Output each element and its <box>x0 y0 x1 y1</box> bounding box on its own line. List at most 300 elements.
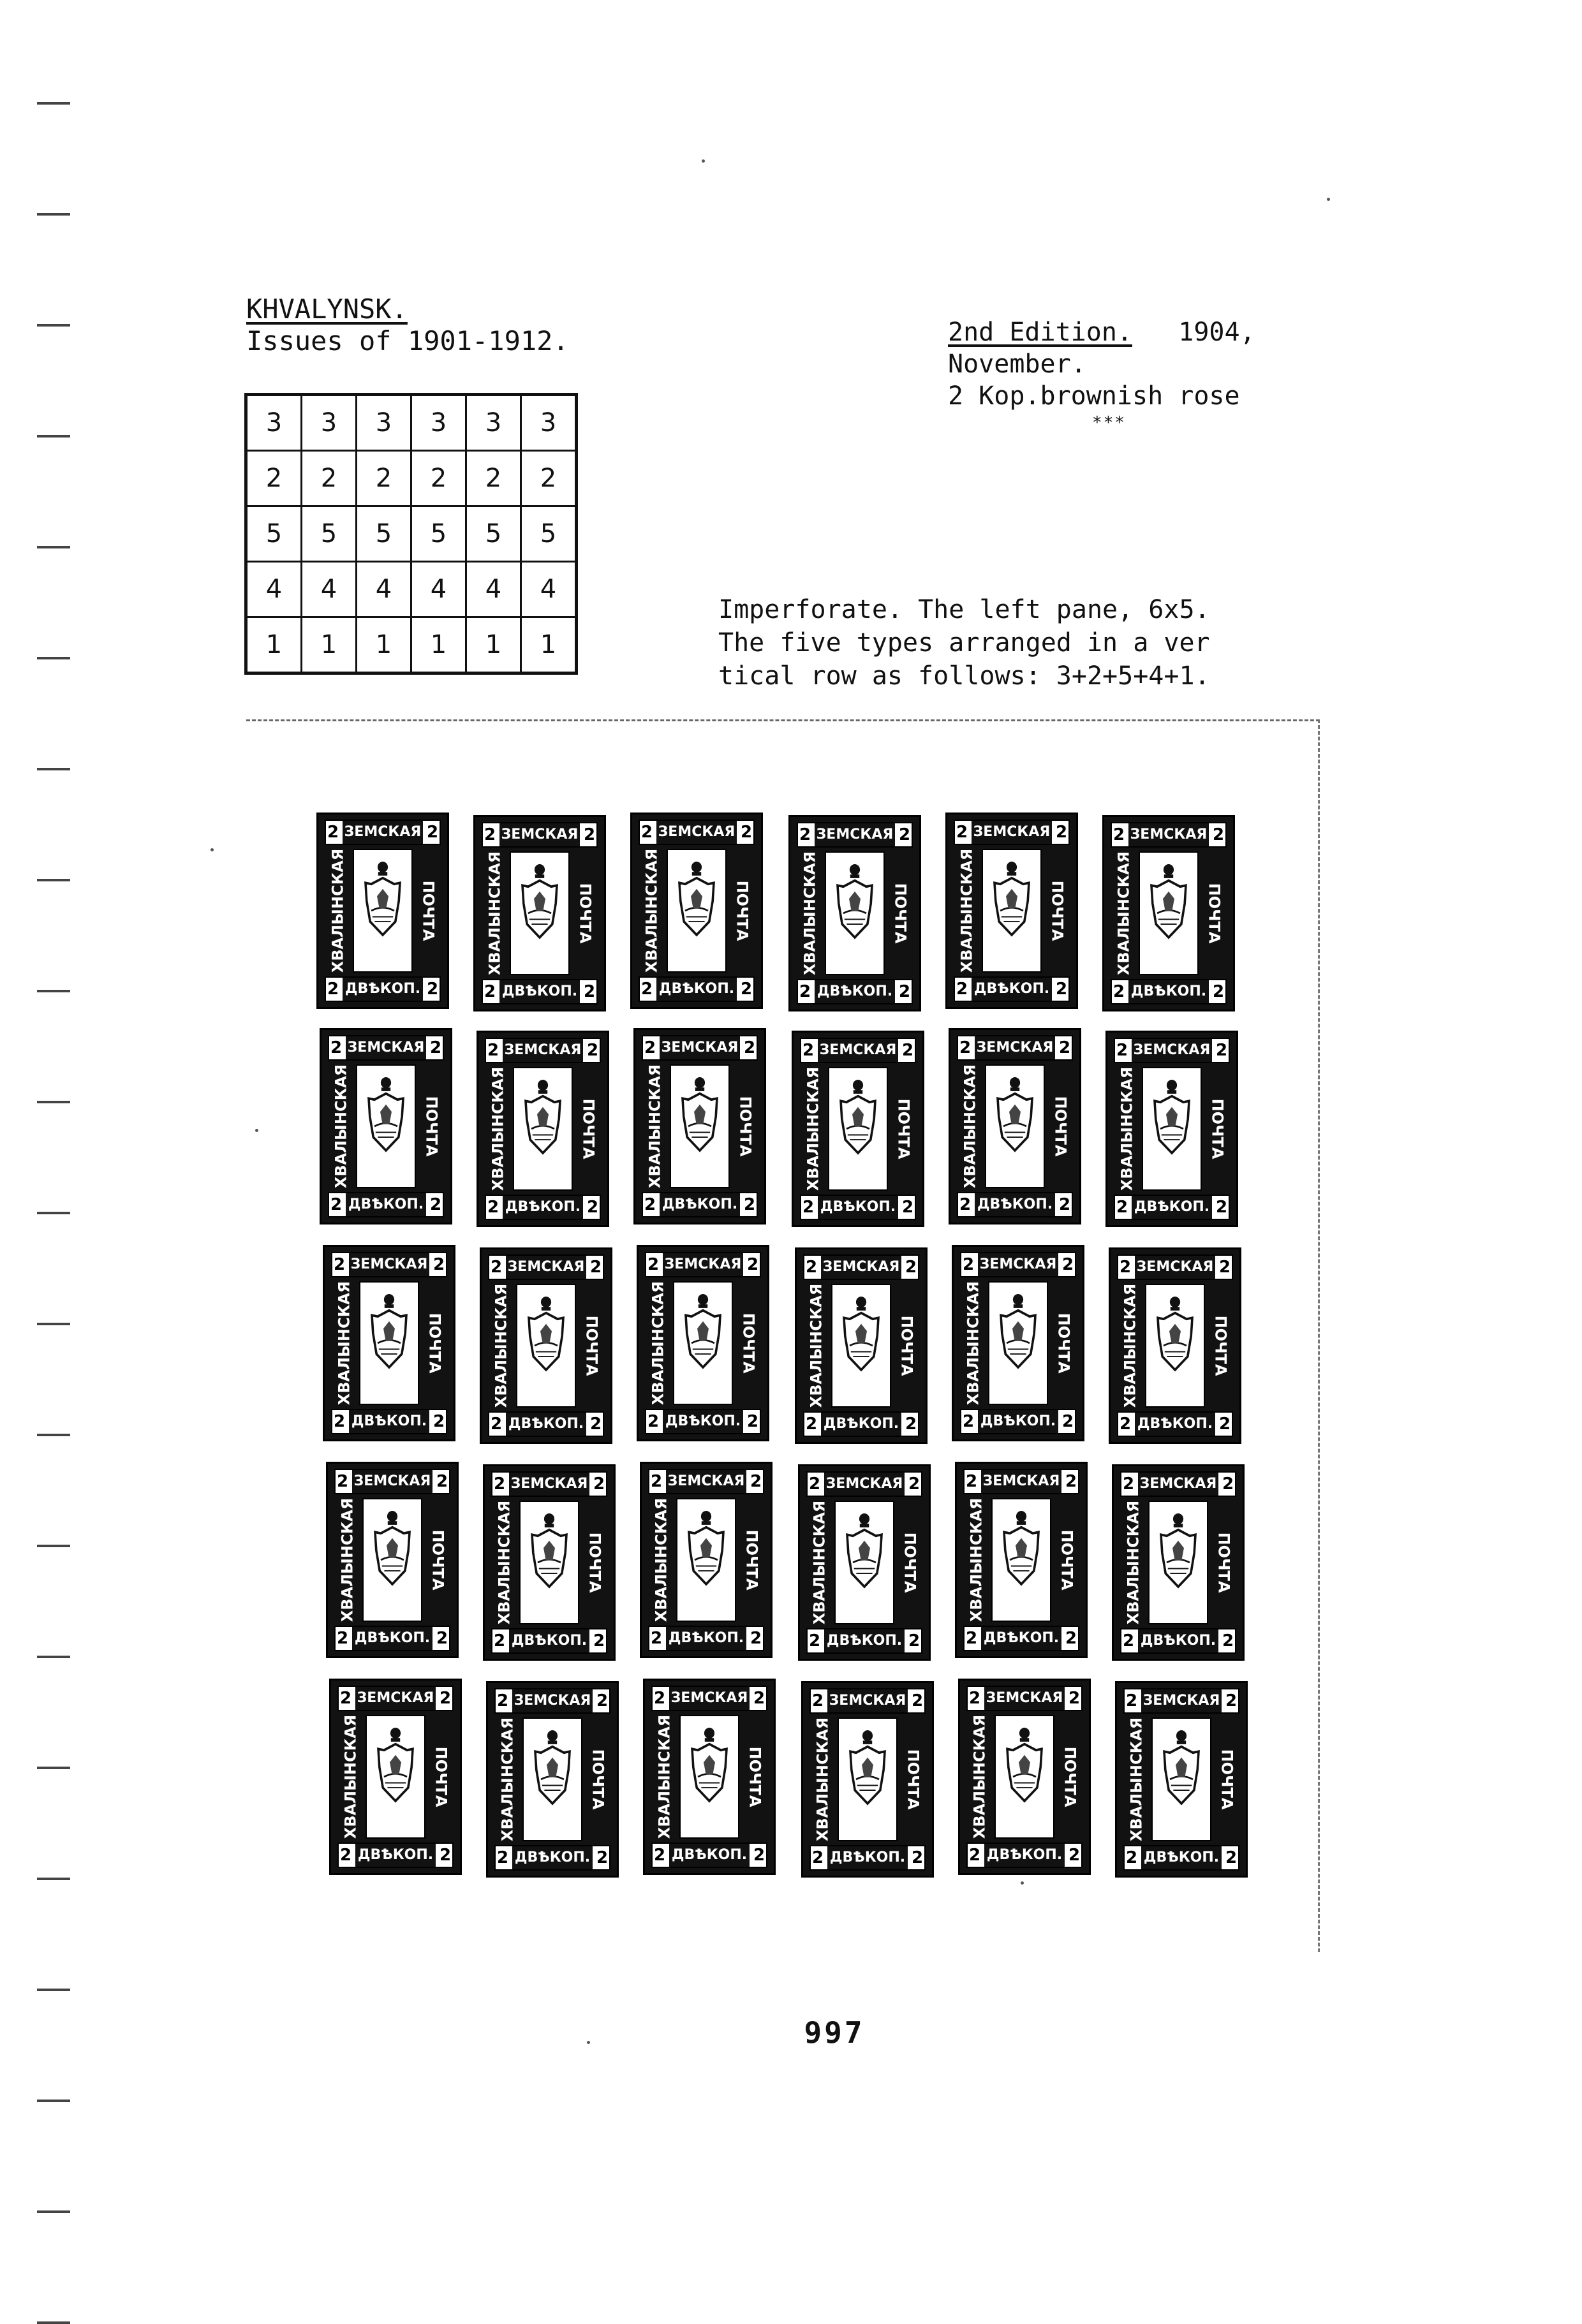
edition-label: 2nd Edition. <box>948 318 1132 347</box>
stamp-bottom-band <box>337 1842 454 1868</box>
stamp-corner-numeral: 2 <box>336 1472 349 1491</box>
coat-of-arms-icon <box>989 1283 1047 1404</box>
stamp-bottom-band <box>800 1195 916 1220</box>
stamp-left-text: ХВАЛЫНСКАЯ <box>332 1064 350 1188</box>
stamp-top-text: ЗЕМСКАЯ <box>824 1473 905 1496</box>
type-grid-cell: 2 <box>521 451 577 506</box>
coat-of-arms-icon <box>829 1068 887 1189</box>
stamp-center <box>667 849 727 973</box>
stamp-corner-numeral: 2 <box>586 1198 599 1217</box>
stamp-center <box>362 1498 422 1622</box>
stamp-right-text: ПОЧТА <box>1058 1529 1076 1591</box>
stamp-left-text: ХВАЛЫНСКАЯ <box>646 1064 664 1188</box>
stamp-corner-numeral: 2 <box>429 1038 442 1057</box>
stamp <box>1115 1681 1248 1878</box>
stamp-center <box>356 1064 416 1188</box>
stamp-corner-numeral: 2 <box>426 823 439 842</box>
stamp-corner-numeral: 2 <box>965 1629 978 1648</box>
stamp-center <box>831 1284 891 1408</box>
stamp-corner-numeral: 2 <box>1055 823 1068 842</box>
stamp-right-side <box>579 1284 604 1408</box>
stamp-top-band <box>957 1035 1073 1061</box>
stamp-corner-numeral: 2 <box>644 1038 656 1057</box>
stamp-left-text: ХВАЛЫНСКАЯ <box>1127 1717 1146 1841</box>
stamp-right-side <box>887 851 913 975</box>
stamp-right-side <box>575 1067 601 1191</box>
stamp-right-side <box>1214 1717 1239 1841</box>
stamp-left-text: ХВАЛЫНСКАЯ <box>810 1501 829 1624</box>
place-title: KHVALYNSK. <box>246 293 408 325</box>
stamp-center <box>994 1715 1054 1839</box>
stamp-corner-numeral: 2 <box>640 823 653 842</box>
stamp-corner-numeral: 2 <box>583 982 596 1001</box>
stamp-center <box>1145 1284 1205 1408</box>
type-grid-row <box>246 562 577 617</box>
coat-of-arms-icon <box>1143 1068 1201 1189</box>
margin-mark <box>37 879 70 881</box>
stamp-left-side <box>1114 1067 1139 1191</box>
stamp-top-band <box>328 1035 444 1061</box>
stamp-corner-numeral: 2 <box>746 1412 759 1431</box>
stamp-left-side <box>1123 1717 1149 1841</box>
stamp-top-band <box>797 822 913 848</box>
stamp-corner-numeral: 2 <box>650 1629 663 1648</box>
margin-mark <box>37 1101 70 1103</box>
type-grid-cell: 5 <box>357 506 411 562</box>
stamp-bottom-text: ДВѢКОП. <box>1135 1413 1215 1436</box>
stamp-bottom-text: ДВѢКОП. <box>346 1193 426 1216</box>
stamp-corner-numeral: 2 <box>908 1475 920 1494</box>
stamp <box>1105 1031 1238 1227</box>
stamp-right-side <box>900 1717 926 1841</box>
stamp-left-side <box>809 1717 835 1841</box>
stamp-corner-numeral: 2 <box>743 1038 756 1057</box>
scan-speck <box>1021 1881 1024 1885</box>
stamp-left-text: ХВАЛЫНСКАЯ <box>1124 1501 1142 1624</box>
coat-of-arms-icon <box>983 850 1040 971</box>
stamp-bottom-text: ДВѢКОП. <box>815 980 895 1003</box>
stamp-bottom-band <box>966 1842 1083 1868</box>
stamp <box>798 1464 931 1661</box>
stamp-right-side <box>894 1284 919 1408</box>
stamp-left-text: ХВАЛЫНСКАЯ <box>489 1067 507 1191</box>
stamp-right-text: ПОЧТА <box>1051 1096 1070 1157</box>
stamp-bottom-band <box>806 1628 922 1654</box>
stamp-bottom-text: ДВѢКОП. <box>663 1410 743 1433</box>
stamp-corner-numeral: 2 <box>1218 1415 1231 1434</box>
stamp-right-side <box>742 1715 767 1839</box>
stamp-top-band <box>645 1252 761 1277</box>
stamp <box>486 1681 619 1878</box>
stamp-corner-numeral: 2 <box>647 1412 660 1431</box>
stamp-corner-numeral: 2 <box>1058 1038 1071 1057</box>
stamp-corner-numeral: 2 <box>653 1846 666 1865</box>
stamp-bottom-text: ДВѢКОП. <box>981 1627 1061 1650</box>
stamp-left-text: ХВАЛЫНСКАЯ <box>341 1715 360 1839</box>
stamp-right-side <box>729 849 755 973</box>
stamp-corner-numeral: 2 <box>746 1255 759 1274</box>
stamp-top-text: ЗЕМСКАЯ <box>818 1039 898 1062</box>
stamp-corner-numeral: 2 <box>740 980 753 999</box>
type-grid-cell: 5 <box>246 506 302 562</box>
stamp-center <box>982 849 1042 973</box>
stamp-corner-numeral: 2 <box>811 1691 824 1710</box>
stamp-corner-numeral: 2 <box>1212 825 1225 844</box>
margin-mark <box>37 102 70 105</box>
type-grid-cell: 3 <box>411 395 466 451</box>
stamp-top-band <box>485 1038 601 1063</box>
stamp <box>320 1028 452 1225</box>
stamp-left-side <box>954 849 979 973</box>
coat-of-arms-icon <box>511 853 568 974</box>
coat-of-arms-icon <box>674 1283 732 1404</box>
stamp-center <box>510 851 570 975</box>
scan-speck <box>255 1129 258 1132</box>
stamp-bottom-band <box>485 1195 601 1220</box>
type-arrangement-grid <box>244 393 578 675</box>
stamp-corner-numeral: 2 <box>911 1848 924 1867</box>
stamp-corner-numeral: 2 <box>333 1255 346 1274</box>
stamp-top-band <box>639 820 755 845</box>
stamp-left-side <box>800 1067 825 1191</box>
stamp-corner-numeral: 2 <box>653 1689 666 1708</box>
stamp-corner-numeral: 2 <box>898 825 911 844</box>
stamp-right-side <box>732 1064 758 1188</box>
stamp-top-text: ЗЕМСКАЯ <box>1135 1256 1215 1279</box>
stamp-corner-numeral: 2 <box>429 1195 442 1214</box>
stamp <box>955 1462 1088 1658</box>
stamp <box>630 813 763 1009</box>
stamp-bottom-text: ДВѢКОП. <box>821 1413 901 1436</box>
stamp-bottom-text: ДВѢКОП. <box>827 1846 908 1869</box>
stamp-corner-numeral: 2 <box>493 1631 506 1651</box>
stamp-bottom-text: ДВѢКОП. <box>972 978 1052 1001</box>
stamp-bottom-text: ДВѢКОП. <box>1132 1196 1212 1219</box>
description-line: Imperforate. The left pane, 6x5. <box>718 595 1210 624</box>
edition-month: November. <box>948 349 1086 379</box>
stamp-corner-numeral: 2 <box>589 1415 602 1434</box>
stamp-top-text: ЗЕМСКАЯ <box>512 1689 593 1712</box>
stamp-left-text: ХВАЛЫНСКАЯ <box>498 1717 517 1841</box>
description-line: The five types arranged in a ver <box>718 628 1210 658</box>
stamp-right-side <box>572 851 598 975</box>
stamp-top-band <box>1111 822 1227 848</box>
stamp-left-text: ХВАЛЫНСКАЯ <box>335 1281 353 1405</box>
stamp-corner-numeral: 2 <box>808 1475 821 1494</box>
coat-of-arms-icon <box>1150 1502 1207 1623</box>
stamp-center <box>353 849 413 973</box>
stamp-bottom-text: ДВѢКОП. <box>666 1627 746 1650</box>
stamp-corner-numeral: 2 <box>487 1198 499 1217</box>
stamp <box>633 1028 766 1225</box>
stamp-bottom-band <box>960 1409 1076 1434</box>
stamp-right-text: ПОЧТА <box>891 883 910 944</box>
stamp-center <box>1151 1717 1211 1841</box>
stamp-center <box>676 1498 736 1622</box>
stamp-corner-numeral: 2 <box>327 823 339 842</box>
stamp-corner-numeral: 2 <box>339 1689 352 1708</box>
scan-speck <box>1327 198 1330 201</box>
stamp-top-text: ЗЕМСКАЯ <box>984 1687 1065 1710</box>
type-grid-cell: 5 <box>411 506 466 562</box>
coat-of-arms-icon <box>677 1499 735 1621</box>
stamp-top-band <box>1114 1038 1230 1063</box>
stamp-corner-numeral: 2 <box>740 823 753 842</box>
stamp-left-side <box>648 1498 674 1622</box>
stamp-top-text: ЗЕМСКАЯ <box>660 1036 740 1059</box>
stamp-top-text: ЗЕМСКАЯ <box>499 823 580 846</box>
type-grid-cell: 1 <box>411 617 466 673</box>
coat-of-arms-icon <box>1146 1285 1204 1406</box>
stamp-top-band <box>337 1686 454 1711</box>
type-grid-cell: 1 <box>521 617 577 673</box>
document-header <box>246 293 569 357</box>
coat-of-arms-icon <box>521 1502 578 1623</box>
stamp-right-side <box>1054 1498 1079 1622</box>
stamp-left-side <box>337 1715 363 1839</box>
stamp-top-band <box>963 1469 1079 1494</box>
stamp-right-text: ПОЧТА <box>422 1096 441 1157</box>
stamp-corner-numeral: 2 <box>339 1846 352 1865</box>
stamp-right-text: ПОЧТА <box>901 1532 919 1593</box>
stamp-top-text: ЗЕМСКАЯ <box>1141 1689 1222 1712</box>
stamp-top-text: ЗЕМСКАЯ <box>656 821 737 844</box>
stamp-left-text: ХВАЛЫНСКАЯ <box>485 851 504 975</box>
stamp-top-text: ЗЕМСКАЯ <box>1128 823 1209 846</box>
type-grid-cell: 3 <box>521 395 577 451</box>
stamp <box>323 1245 455 1441</box>
stamp-corner-numeral: 2 <box>586 1041 599 1060</box>
stamp-top-text: ЗЕМСКАЯ <box>1138 1473 1218 1496</box>
stamp-corner-numeral: 2 <box>959 1195 972 1214</box>
stamp-right-text: ПОЧТА <box>425 1313 444 1374</box>
stamp-right-text: ПОЧТА <box>419 880 438 941</box>
stamp-right-text: ПОЧТА <box>1048 880 1067 941</box>
stamp-corner-numeral: 2 <box>811 1848 824 1867</box>
stamp-bottom-band <box>797 979 913 1004</box>
stamp-corner-numeral: 2 <box>1113 982 1125 1001</box>
margin-mark <box>37 546 70 548</box>
stamp-bottom-band <box>651 1842 767 1868</box>
issues-line: Issues of 1901-1912. <box>246 325 569 357</box>
stamp-top-band <box>494 1688 610 1714</box>
stamp-top-band <box>642 1035 758 1061</box>
stamp-corner-numeral: 2 <box>1125 1848 1138 1867</box>
stamp-corner-numeral: 2 <box>432 1412 445 1431</box>
stamp-bottom-band <box>639 976 755 1002</box>
type-grid-cell: 1 <box>466 617 521 673</box>
stamp-right-text: ПОЧТА <box>1215 1532 1233 1593</box>
stamp-right-text: ПОЧТА <box>733 880 751 941</box>
stamp-corner-numeral: 2 <box>802 1198 815 1217</box>
coat-of-arms-icon <box>1140 853 1197 974</box>
stamp-left-text: ХВАЛЫНСКАЯ <box>1114 851 1133 975</box>
coat-of-arms-icon <box>986 1066 1044 1187</box>
stamp-corner-numeral: 2 <box>959 1038 972 1057</box>
stamp-left-side <box>957 1064 982 1188</box>
stamp-bottom-text: ДВѢКОП. <box>818 1196 898 1219</box>
stamp-left-side <box>485 1067 510 1191</box>
stamp-left-side <box>806 1501 832 1624</box>
stamp-left-text: ХВАЛЫНСКАЯ <box>813 1717 832 1841</box>
stamp-corner-numeral: 2 <box>327 980 339 999</box>
stamp-left-text: ХВАЛЫНСКАЯ <box>970 1715 989 1839</box>
type-grid-cell: 2 <box>302 451 357 506</box>
stamp-corner-numeral: 2 <box>901 1041 914 1060</box>
stamp-top-band <box>809 1688 926 1714</box>
type-grid-cell: 4 <box>521 562 577 617</box>
stamp-corner-numeral: 2 <box>487 1041 499 1060</box>
stamp-corner-numeral: 2 <box>330 1038 343 1057</box>
stamp-bottom-text: ДВѢКОП. <box>978 1410 1058 1433</box>
stamp-top-band <box>803 1254 919 1280</box>
stamp-left-side <box>488 1284 514 1408</box>
scan-speck <box>587 2041 590 2044</box>
stamp-right-text: ПОЧТА <box>582 1315 601 1376</box>
stamp-left-side <box>966 1715 992 1839</box>
stamp-corner-numeral: 2 <box>750 1472 762 1491</box>
stamp-bottom-text: ДВѢКОП. <box>984 1844 1065 1867</box>
coat-of-arms-icon <box>681 1716 738 1837</box>
stamp-right-side <box>1051 1281 1076 1405</box>
stamp-bottom-text: ДВѢКОП. <box>355 1844 436 1867</box>
stamp-corner-numeral: 2 <box>1225 1848 1238 1867</box>
type-grid-cell: 2 <box>466 451 521 506</box>
stamp-top-text: ЗЕМСКАЯ <box>355 1687 436 1710</box>
coat-of-arms-icon <box>1153 1719 1210 1840</box>
stamp-corner-numeral: 2 <box>1065 1629 1077 1648</box>
stamp-bottom-text: ДВѢКОП. <box>343 978 423 1001</box>
stamp-corner-numeral: 2 <box>490 1258 503 1277</box>
stamp-top-text: ЗЕМСКАЯ <box>349 1253 429 1276</box>
stamp-center <box>359 1281 419 1405</box>
coat-of-arms-icon <box>993 1499 1050 1621</box>
stamp-bottom-text: ДВѢКОП. <box>669 1844 750 1867</box>
stamp-corner-numeral: 2 <box>330 1195 343 1214</box>
margin-mark <box>37 1323 70 1325</box>
stamp-corner-numeral: 2 <box>1068 1846 1081 1865</box>
stamp-bottom-text: ДВѢКОП. <box>1141 1846 1222 1869</box>
stamp-corner-numeral: 2 <box>336 1629 349 1648</box>
margin-mark <box>37 1878 70 1880</box>
stamp-corner-numeral: 2 <box>743 1195 756 1214</box>
stamp-corner-numeral: 2 <box>905 1258 917 1277</box>
stamp-top-text: ЗЕМСКАЯ <box>666 1470 746 1493</box>
type-grid-cell: 1 <box>302 617 357 673</box>
stamp-left-side <box>331 1281 357 1405</box>
stamp-right-text: ПОЧТА <box>429 1529 447 1591</box>
margin-mark <box>37 2210 70 2213</box>
stamp-right-text: ПОЧТА <box>1218 1749 1236 1810</box>
stamp-right-text: ПОЧТА <box>586 1532 604 1593</box>
coat-of-arms-icon <box>364 1499 421 1621</box>
stamp-bottom-text: ДВѢКОП. <box>1128 980 1209 1003</box>
stamp-right-text: ПОЧТА <box>589 1749 607 1810</box>
stamp-corner-numeral: 2 <box>644 1195 656 1214</box>
stamp-corner-numeral: 2 <box>750 1629 762 1648</box>
stamp-top-band <box>482 822 598 848</box>
stamp-bottom-text: ДВѢКОП. <box>503 1196 583 1219</box>
stamp-right-text: ПОЧТА <box>743 1529 761 1591</box>
stamp-center <box>1142 1067 1202 1191</box>
margin-mark <box>37 435 70 438</box>
stamp-top-text: ЗЕМСКАЯ <box>815 823 895 846</box>
stamp-center <box>834 1501 894 1624</box>
type-grid-cell: 1 <box>357 617 411 673</box>
stamp-corner-numeral: 2 <box>436 1472 448 1491</box>
stamp-bottom-text: ДВѢКОП. <box>975 1193 1055 1216</box>
stamp-corner-numeral: 2 <box>968 1689 981 1708</box>
stamp <box>949 1028 1081 1225</box>
stamp-corner-numeral: 2 <box>1215 1041 1228 1060</box>
stamp-right-text: ПОЧТА <box>432 1746 450 1807</box>
stamp-bottom-text: ДВѢКОП. <box>1138 1629 1218 1652</box>
stamp-bottom-band <box>963 1626 1079 1651</box>
type-grid-cell: 3 <box>357 395 411 451</box>
stamp-left-side <box>328 1064 353 1188</box>
stamp-right-text: ПОЧТА <box>579 1098 598 1159</box>
stamp-center <box>828 1067 888 1191</box>
coat-of-arms-icon <box>671 1066 728 1187</box>
stamp-center <box>985 1064 1045 1188</box>
stamp-top-band <box>648 1469 764 1494</box>
stamp-right-side <box>418 1064 444 1188</box>
stamp-corner-numeral: 2 <box>901 1198 914 1217</box>
type-grid-cell: 1 <box>246 617 302 673</box>
stamp-bottom-band <box>957 1192 1073 1217</box>
stamp-corner-numeral: 2 <box>956 823 968 842</box>
stamp-left-side <box>494 1717 520 1841</box>
stamp-center <box>673 1281 733 1405</box>
stamp-bottom-text: ДВѢКОП. <box>660 1193 740 1216</box>
coat-of-arms-icon <box>832 1285 890 1406</box>
stamp-bottom-text: ДВѢКОП. <box>509 1629 589 1652</box>
stamp <box>326 1462 459 1658</box>
stamp-right-side <box>415 849 441 973</box>
stamp-corner-numeral: 2 <box>1212 982 1225 1001</box>
stamp-corner-numeral: 2 <box>496 1848 509 1867</box>
stamp-right-text: ПОЧТА <box>898 1315 916 1376</box>
stamp-corner-numeral: 2 <box>1122 1475 1135 1494</box>
stamp-top-band <box>954 820 1070 845</box>
stamp-right-side <box>1211 1501 1236 1624</box>
stamp-top-text: ЗЕМСКАЯ <box>346 1036 426 1059</box>
stamp-top-text: ЗЕМСКАЯ <box>506 1256 586 1279</box>
stamp-corner-numeral: 2 <box>1061 1412 1074 1431</box>
stamp-bottom-text: ДВѢКОП. <box>506 1413 586 1436</box>
coat-of-arms-icon <box>996 1716 1053 1837</box>
stamp <box>640 1462 773 1658</box>
stamp-right-text: ПОЧТА <box>894 1098 913 1159</box>
stamp-left-text: ХВАЛЫНСКАЯ <box>961 1064 979 1188</box>
type-grid-cell: 5 <box>302 506 357 562</box>
stamp-bottom-band <box>1111 979 1227 1004</box>
stamp-top-band <box>806 1471 922 1497</box>
stamp-corner-numeral: 2 <box>439 1689 452 1708</box>
stamp-corner-numeral: 2 <box>1215 1198 1228 1217</box>
stamp-top-band <box>966 1686 1083 1711</box>
scan-speck <box>702 159 705 163</box>
stamp-top-text: ЗЕМСКАЯ <box>972 821 1052 844</box>
stamp-right-side <box>1057 1715 1083 1839</box>
stamp-corner-numeral: 2 <box>1116 1198 1128 1217</box>
description <box>718 593 1210 693</box>
stamp-center <box>988 1281 1048 1405</box>
stamp-corner-numeral: 2 <box>333 1412 346 1431</box>
stamp-left-side <box>325 849 350 973</box>
stamp-center <box>522 1717 582 1841</box>
margin-mark <box>37 213 70 216</box>
